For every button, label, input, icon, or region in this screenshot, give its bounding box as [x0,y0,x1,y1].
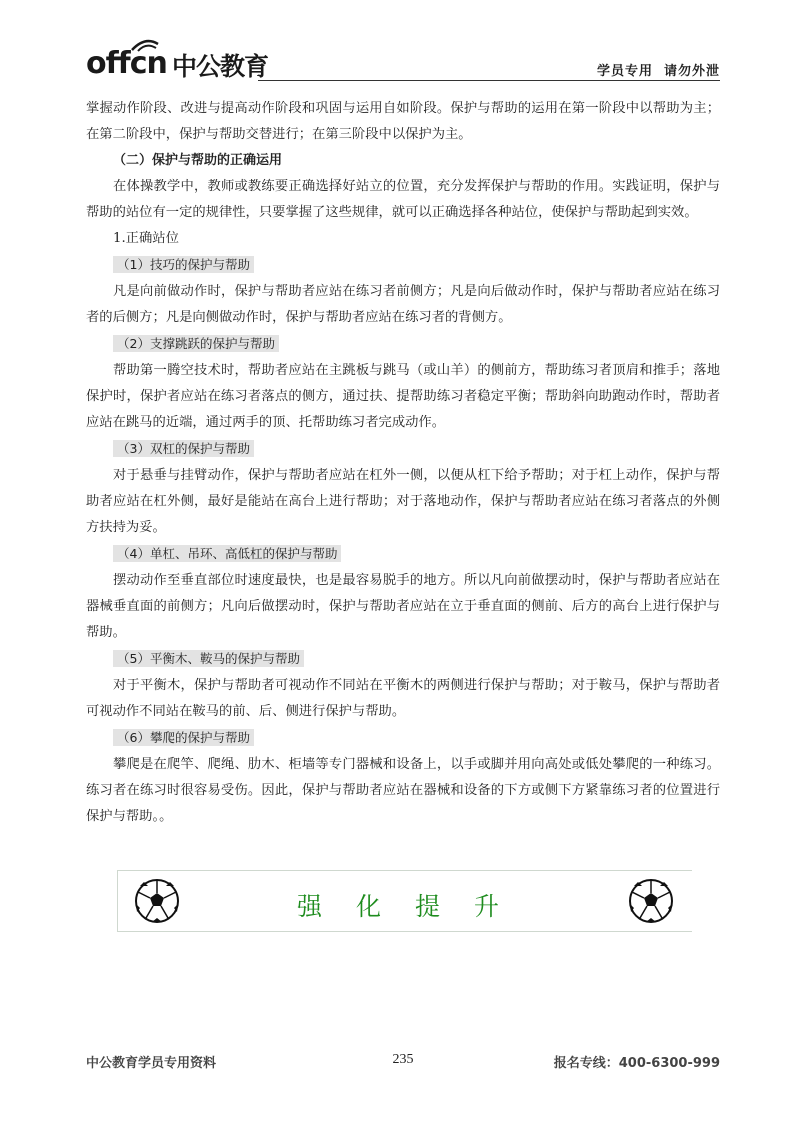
paragraph-continued: 掌握动作阶段、改进与提高动作阶段和巩固与运用自如阶段。保护与帮助的运用在第一阶段中以帮助为主；在第二阶段中，保护与帮助交替进行；在第三阶段中以保护为主。 [86,101,720,142]
footer-label: 中公教育学员专用资料 [86,1056,217,1071]
page-content [86,96,720,830]
page-header [86,38,720,82]
item-heading: （2）支撑跳跃的保护与帮助 [86,331,720,358]
item-heading: （5）平衡木、鞍马的保护与帮助 [86,646,720,673]
footer-hotline: 报名专线：400-6300-999 [553,1056,720,1071]
section-heading: （二）保护与帮助的正确运用 [113,153,283,168]
item-text: 对于悬垂与挂臂动作，保护与帮助者应站在杠外一侧，以便从杠下给予帮助；对于杠上动作，保护与帮助者应站在杠外侧，最好是能站在高台上进行帮助；对于落地动作，保护与帮助者应站在练习者落点的外侧方扶持为妥。 [86,468,720,535]
item-heading: （1）技巧的保护与帮助 [86,252,720,279]
page-number: 235 [392,1052,414,1067]
item-heading: （4）单杠、吊环、高低杠的保护与帮助 [86,541,720,568]
subsection-heading: 1.正确站位 [113,231,179,246]
item-heading: （6）攀爬的保护与帮助 [86,725,720,752]
logo-latin: offcn [86,46,167,81]
section-banner [117,870,692,932]
item-text: 帮助第一腾空技术时，帮助者应站在主跳板与跳马（或山羊）的侧前方，帮助练习者顶肩和推手；落地保护时，保护者应站在练习者落点的侧方，通过扶、提帮助练习者稳定平衡；帮助斜向助跑动作时，帮助者应站在跳马的近端，通过两手的顶、托帮助练习者完成动作。 [86,363,720,430]
intro-paragraph: 在体操教学中，教师或教练要正确选择好站立的位置，充分发挥保护与帮助的作用。实践证明，保护与帮助的站位有一定的规律性，只要掌握了这些规律，就可以正确选择各种站位，使保护与帮助起到实效。 [86,179,720,220]
header-rule [258,80,720,81]
banner-title: 强化提升 [296,892,533,921]
item-text: 攀爬是在爬竿、爬绳、肋木、柜墙等专门器械和设备上，以手或脚并用向高处或低处攀爬的一种练习。练习者在练习时很容易受伤。因此，保护与帮助者应站在器械和设备的下方或侧下方紧靠练习者的位置进行保护与帮助。。 [86,757,720,824]
item-text: 凡是向前做动作时，保护与帮助者应站在练习者前侧方；凡是向后做动作时，保护与帮助者应站在练习者的后侧方；凡是向侧做动作时，保护与帮助者应站在练习者的背侧方。 [86,284,720,325]
header-notice: 学员专用 请勿外泄 [596,64,720,79]
page-footer [86,1052,720,1072]
item-heading: （3）双杠的保护与帮助 [86,436,720,463]
logo-chinese: 中公教育 [172,52,269,81]
soccer-ball-icon [628,878,674,924]
item-text: 对于平衡木，保护与帮助者可视动作不同站在平衡木的两侧进行保护与帮助；对于鞍马，保护与帮助者可视动作不同站在鞍马的前、后、侧进行保护与帮助。 [86,678,720,719]
item-text: 摆动动作至垂直部位时速度最快，也是最容易脱手的地方。所以凡向前做摆动时，保护与帮助者应站在器械垂直面的前侧方；凡向后做摆动时，保护与帮助者应站在立于垂直面的侧前、后方的高台上进行保护与帮助。 [86,573,720,640]
